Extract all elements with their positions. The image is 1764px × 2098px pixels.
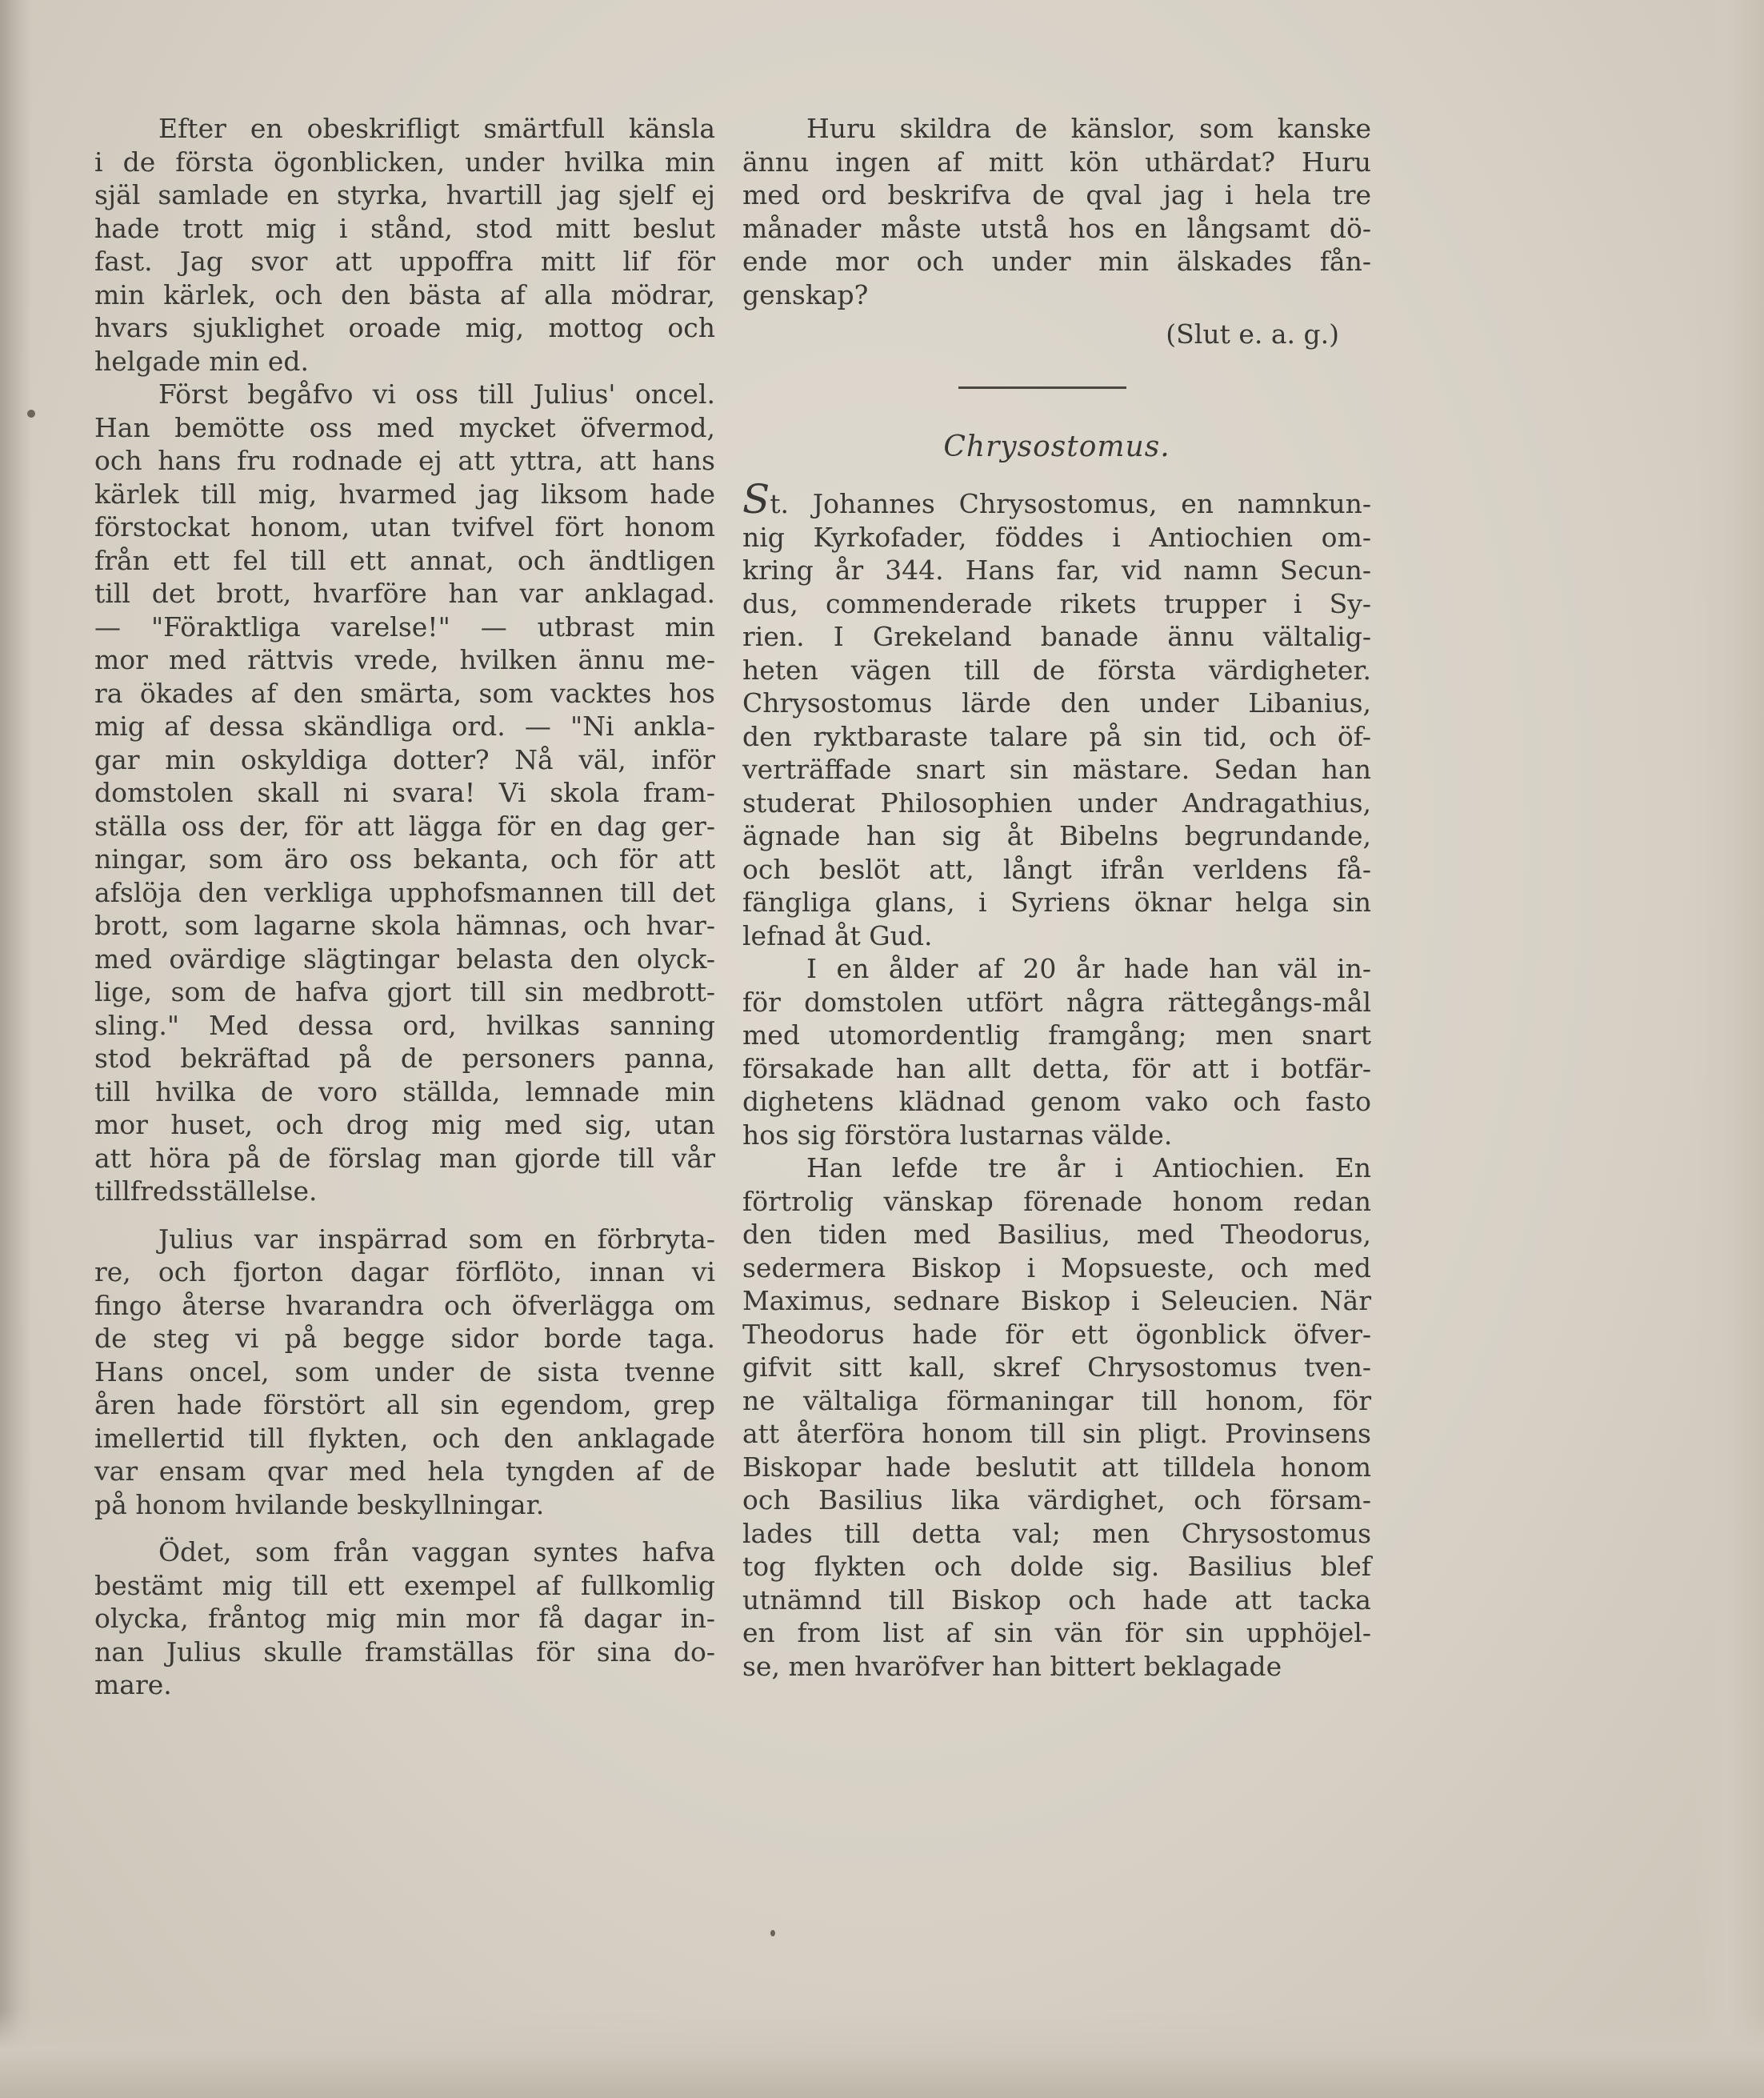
- text-line: med ovärdige slägtingar belasta den olyck-: [94, 943, 715, 975]
- text-line: stod bekräftad på de personers panna,: [94, 1043, 715, 1074]
- text-line: med utomordentlig framgång; men snart: [742, 1019, 1371, 1051]
- text-line: med ord beskrifva de qval jag i hela tre: [742, 179, 1371, 210]
- text-line: Biskopar hade beslutit att tilldela honom: [742, 1451, 1371, 1483]
- text-line: dighetens klädnad genom vako och fasto: [742, 1086, 1371, 1117]
- text-line: — "Föraktliga varelse!" — utbrast min: [94, 611, 715, 643]
- text-line: Först begåfvo vi oss till Julius' oncel.: [158, 378, 715, 410]
- page-left-edge-shadow: [0, 0, 32, 2098]
- text-line: olycka, fråntog mig min mor få dagar in-: [94, 1603, 715, 1634]
- text-line: månader måste utstå hos en långsamt dö-: [742, 212, 1371, 244]
- text-line: [742, 476, 1371, 522]
- text-line: ägnade han sig åt Bibelns begrundande,: [742, 820, 1371, 851]
- text-line: genskap?: [742, 278, 869, 310]
- text-line: fängliga glans, i Syriens öknar helga sin: [742, 887, 1371, 918]
- text-line: Hans oncel, som under de sista tvenne: [94, 1355, 715, 1387]
- paragraph: [742, 952, 1371, 1151]
- text-line: i de första ögonblicken, under hvilka min: [94, 146, 715, 178]
- text-line: de steg vi på begge sidor borde taga.: [94, 1323, 715, 1354]
- text-line: ne vältaliga förmaningar till honom, för: [742, 1384, 1371, 1416]
- article-title: Chrysostomus.: [943, 430, 1170, 463]
- text-line: mare.: [94, 1669, 172, 1700]
- text-line: ningar, som äro oss bekanta, och för att: [94, 843, 715, 875]
- text-line: utnämnd till Biskop och hade att tacka: [742, 1584, 1371, 1616]
- text-line: domstolen skall ni svara! Vi skola fram-: [94, 777, 715, 808]
- text-line: fast. Jag svor att uppoffra mitt lif för: [94, 246, 715, 277]
- text-line: var ensam qvar med hela tyngden af de: [94, 1455, 715, 1487]
- text-line: för domstolen utfört några rättegångs-mål: [742, 986, 1371, 1018]
- text-line: Ödet, som från vaggan syntes hafva: [158, 1536, 715, 1567]
- right-text-column: [742, 112, 1371, 1683]
- text-line: verträffade snart sin mästare. Sedan han: [742, 754, 1371, 785]
- text-line: ännu ingen af mitt kön uthärdat? Huru: [742, 146, 1371, 178]
- text-line: ställa oss der, för att lägga för en dag ger-: [94, 810, 715, 842]
- text-line: hos sig förstöra lustarnas välde.: [742, 1119, 1173, 1151]
- paragraph: [94, 378, 715, 1208]
- text-line: hvars sjuklighet oroade mig, mottog och: [94, 312, 715, 343]
- article-signoff: (Slut e. a. g.): [1166, 318, 1339, 350]
- text-line: från ett fel till ett annat, och ändtligen: [94, 544, 715, 576]
- text-line: Julius var inspärrad som en förbryta-: [158, 1223, 715, 1255]
- text-line: afslöja den verkliga upphofsmannen till det: [94, 876, 715, 908]
- left-text-column: [94, 112, 715, 1702]
- text-line: den tiden med Basilius, med Theodorus,: [742, 1219, 1371, 1250]
- text-line: re, och fjorton dagar förflöto, innan vi: [94, 1256, 715, 1287]
- text-line: I en ålder af 20 år hade han väl in-: [806, 953, 1371, 984]
- drop-cap-letter: S: [742, 476, 770, 522]
- text-line: Theodorus hade för ett ögonblick öfver-: [742, 1318, 1371, 1350]
- text-line: helgade min ed.: [94, 345, 310, 377]
- paragraph: [94, 1223, 715, 1522]
- text-line: ra ökades af den smärta, som vacktes hos: [94, 677, 715, 709]
- text-line: lefnad åt Gud.: [742, 919, 933, 951]
- text-line: en from list af sin vän för sin upphöjel-: [742, 1617, 1371, 1648]
- text-line: rien. I Grekeland banade ännu vältalig-: [742, 621, 1371, 652]
- text-line: nan Julius skulle framställas för sina do-: [94, 1636, 715, 1668]
- ink-speck: [27, 410, 35, 418]
- text-line: mig af dessa skändliga ord. — "Ni ankla-: [94, 711, 715, 742]
- text-line: nig Kyrkofader, föddes i Antiochien om-: [742, 521, 1371, 553]
- paragraph: [742, 1151, 1371, 1683]
- ink-speck: [770, 1930, 775, 1936]
- text-line: förstockat honom, utan tvifvel fört honom: [94, 511, 715, 543]
- text-line: min kärlek, och den bästa af alla mödrar,: [94, 278, 715, 310]
- text-line: bestämt mig till ett exempel af fullkomlig: [94, 1569, 715, 1601]
- text-line: kärlek till mig, hvarmed jag liksom hade: [94, 478, 715, 510]
- text-line: sedermera Biskop i Mopsueste, och med: [742, 1251, 1371, 1283]
- text-line: Han bemötte oss med mycket öfvermod,: [94, 411, 715, 443]
- text-line: och beslöt att, långt ifrån verldens få-: [742, 853, 1371, 885]
- text-line: förtrolig vänskap förenade honom redan: [742, 1185, 1371, 1217]
- text-line: själ samlade en styrka, hvartill jag sjelf ej: [94, 179, 715, 210]
- text-line: gifvit sitt kall, skref Chrysostomus tven-: [742, 1351, 1371, 1383]
- text-line: lades till detta val; men Chrysostomus: [742, 1517, 1371, 1549]
- section-divider-rule: [958, 386, 1126, 389]
- text-line: Chrysostomus lärde den under Libanius,: [742, 687, 1371, 719]
- text-line: mor huset, och drog mig med sig, utan: [94, 1109, 715, 1140]
- text-line: heten vägen till de första värdigheter.: [742, 654, 1371, 686]
- text-line: åren hade förstört all sin egendom, grep: [94, 1389, 715, 1420]
- text-line: Maximus, sednare Biskop i Seleucien. När: [742, 1285, 1371, 1316]
- text-line: mor med rättvis vrede, hvilken ännu me-: [94, 644, 715, 675]
- text-line: Han lefde tre år i Antiochien. En: [806, 1152, 1371, 1183]
- paragraph: [742, 112, 1371, 311]
- text-line: tillfredsställelse.: [94, 1175, 318, 1207]
- text-line: kring år 344. Hans far, vid namn Secun-: [742, 555, 1371, 586]
- text-line: brott, som lagarne skola hämnas, och hvar-: [94, 910, 715, 941]
- text-line-content: t. Johannes Chrysostomus, en namnkun-: [770, 488, 1371, 519]
- text-line: att återföra honom till sin pligt. Provinsens: [742, 1418, 1371, 1449]
- text-line: den ryktbaraste talare på sin tid, och öf-: [742, 720, 1371, 752]
- paragraph: [94, 1535, 715, 1702]
- text-line: Huru skildra de känslor, som kanske: [806, 113, 1371, 144]
- text-line: tog flykten och dolde sig. Basilius blef: [742, 1551, 1371, 1582]
- page-bottom-edge-shadow: [0, 2010, 1764, 2098]
- paragraph: [94, 112, 715, 378]
- text-line: gar min oskyldiga dotter? Nå väl, inför: [94, 743, 715, 775]
- text-line: till det brott, hvarföre han var anklagad.: [94, 578, 715, 609]
- text-line: på honom hvilande beskyllningar.: [94, 1488, 545, 1520]
- paragraph: [742, 476, 1371, 952]
- text-line: Efter en obeskrifligt smärtfull känsla: [158, 113, 715, 144]
- text-line: fingo återse hvarandra och öfverlägga om: [94, 1289, 715, 1321]
- text-line: ende mor och under min älskades fån-: [742, 246, 1371, 277]
- text-line: dus, commenderade rikets trupper i Sy-: [742, 587, 1371, 619]
- text-line: till hvilka de voro ställda, lemnade min: [94, 1075, 715, 1107]
- text-line: försakade han allt detta, för att i botfär-: [742, 1052, 1371, 1084]
- text-line: och Basilius lika värdighet, och försam-: [742, 1484, 1371, 1515]
- text-line: hade trott mig i stånd, stod mitt beslut: [94, 212, 715, 244]
- text-line: se, men hvaröfver han bittert beklagade: [742, 1650, 1282, 1682]
- text-line: imellertid till flykten, och den anklagade: [94, 1422, 715, 1454]
- page-right-edge-shadow: [1692, 0, 1764, 2098]
- text-line: lige, som de hafva gjort till sin medbrott-: [94, 976, 715, 1007]
- text-line: och hans fru rodnade ej att yttra, att hans: [94, 445, 715, 476]
- text-line: sling." Med dessa ord, hvilkas sanning: [94, 1009, 715, 1041]
- text-line: studerat Philosophien under Andragathius,: [742, 787, 1371, 819]
- text-line: att höra på de förslag man gjorde till vår: [94, 1142, 715, 1174]
